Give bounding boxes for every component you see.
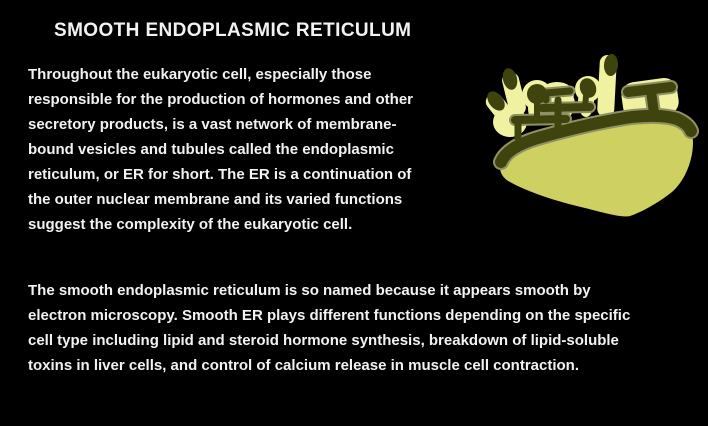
smooth-er-illustration-icon	[470, 50, 708, 250]
paragraph-line: secretory products, is a vast network of membrane-	[28, 116, 397, 133]
intro-paragraph	[28, 62, 413, 237]
paragraph-line: cell type including lipid and steroid hormone synthesis, breakdown of lipid-soluble	[28, 332, 619, 349]
paragraph-line: the outer nuclear membrane and its varied functions	[28, 191, 403, 208]
page-title: SMOOTH ENDOPLASMIC RETICULUM	[54, 20, 412, 41]
smooth-er-paragraph	[28, 278, 630, 378]
paragraph-line: responsible for the production of hormones and other	[28, 91, 414, 108]
paragraph-line: reticulum, or ER for short. The ER is a continuation of	[28, 166, 412, 183]
paragraph-line: Throughout the eukaryotic cell, especially those	[28, 66, 372, 83]
paragraph-line: The smooth endoplasmic reticulum is so named because it appears smooth by	[28, 282, 591, 299]
paragraph-line: suggest the complexity of the eukaryotic cell.	[28, 216, 353, 233]
paragraph-line: electron microscopy. Smooth ER plays different functions depending on the specific	[28, 307, 631, 324]
paragraph-line: bound vesicles and tubules called the endoplasmic	[28, 141, 394, 158]
paragraph-line: toxins in liver cells, and control of calcium release in muscle cell contraction.	[28, 357, 580, 374]
